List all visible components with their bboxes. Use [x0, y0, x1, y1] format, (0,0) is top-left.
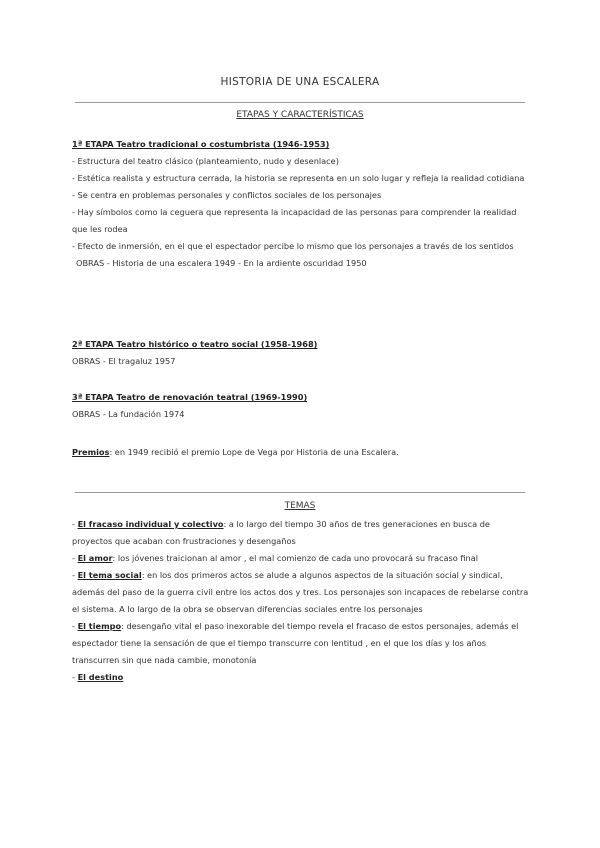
tema-item-tiempo: [72, 618, 530, 669]
etapa1-bullet-2: - Estética realista y estructura cerrada, la historia se representa en un solo lugar y refleja la realidad cotidiana: [72, 173, 525, 183]
tema-label-destino: El destino: [77, 672, 124, 682]
tema-prefix: -: [72, 519, 78, 529]
tema-item-amor: [72, 550, 530, 567]
tema-label-fracaso: El fracaso individual y colectivo: [77, 519, 224, 529]
tema-text-fracaso: : a lo largo del tiempo 30 años de tres generaciones en busca de proyectos que acaban con frustraciones y desengaños: [72, 519, 490, 546]
temas-section: [72, 516, 530, 686]
etapa1-bullet-1: - Estructura del teatro clásico (planteamiento, nudo y desenlace): [72, 156, 339, 166]
tema-text-social: : en los dos primeros actos se alude a algunos aspectos de la situación social y sindical, además del paso de la guerra civil entre los actos dos y tres. Los personajes son incapaces de rebelarse contra el sistema. A lo largo de la obra se observan diferencias sociales entre los personajes: [72, 570, 529, 614]
etapa1-bullet-5: - Efecto de inmersión, en el que el espectador percibe lo mismo que los personajes a través de los sentidos: [72, 241, 514, 251]
etapa1-bullet-3: - Se centra en problemas personales y conflictos sociales de los personajes: [72, 190, 382, 200]
tema-prefix: -: [72, 570, 78, 580]
document-title: HISTORIA DE UNA ESCALERA: [220, 76, 380, 88]
tema-label-tiempo: El tiempo: [77, 621, 122, 631]
section-heading-temas: TEMAS: [284, 501, 316, 511]
etapa1-heading: 1ª ETAPA Teatro tradicional o costumbrista (1946-1953): [72, 139, 330, 149]
tema-item-destino: [72, 669, 530, 686]
etapa3-obras: OBRAS - La fundación 1974: [72, 409, 185, 419]
tema-item-social: [72, 567, 530, 618]
premios-text: : en 1949 recibió el premio Lope de Vega por Historia de una Escalera.: [109, 447, 399, 457]
section-heading-etapas: ETAPAS Y CARACTERÍSTICAS: [236, 110, 364, 120]
tema-prefix: -: [72, 672, 78, 682]
tema-text-amor: : los jóvenes traicionan al amor , el mal comienzo de cada uno provocará su fracaso final: [112, 553, 478, 563]
divider-middle: [75, 492, 525, 493]
etapa3-section: [72, 389, 530, 423]
etapa1-section: [72, 136, 530, 272]
premios-label: Premios: [72, 447, 110, 457]
etapa1-bullet-4: - Hay símbolos como la ceguera que representa la incapacidad de las personas para comprender la realidad que les rodea: [72, 207, 517, 234]
etapa1-obras: OBRAS - Historia de una escalera 1949 - En la ardiente oscuridad 1950: [76, 258, 367, 268]
etapa3-heading: 3ª ETAPA Teatro de renovación teatral (1969-1990): [72, 392, 308, 402]
premios-section: [72, 444, 530, 461]
tema-item-fracaso: [72, 516, 530, 550]
tema-prefix: -: [72, 621, 78, 631]
tema-label-amor: El amor: [77, 553, 113, 563]
etapa2-heading: 2ª ETAPA Teatro histórico o teatro social (1958-1968): [72, 339, 318, 349]
tema-prefix: -: [72, 553, 78, 563]
divider-top: [75, 102, 525, 103]
etapa2-section: [72, 336, 530, 370]
tema-label-social: El tema social: [77, 570, 142, 580]
tema-text-tiempo: : desengaño vital el paso inexorable del tiempo revela el fracaso de estos personajes, además el espectador tiene la sensación de que el tiempo transcurre con lentitud , en el que los días y los años transcurren sin que nada cambie, monotonía: [72, 621, 519, 665]
etapa2-obras: OBRAS - El tragaluz 1957: [72, 356, 176, 366]
